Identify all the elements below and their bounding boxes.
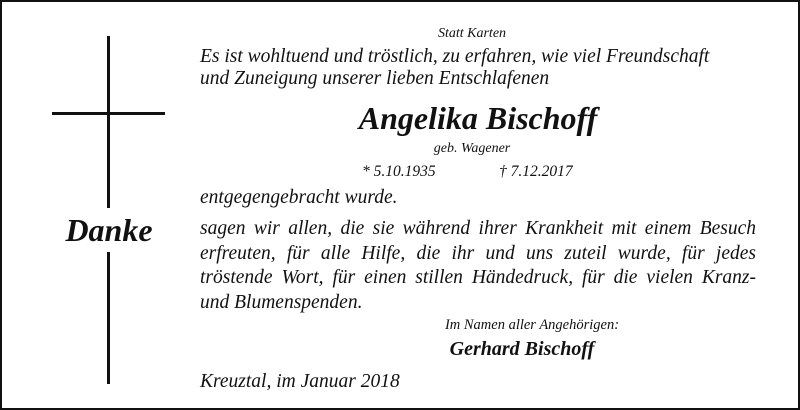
intro-line: und Zuneigung unserer lieben Entschlafenen	[200, 68, 550, 89]
thanks-heading: Danke	[46, 208, 172, 252]
birth-name: geb. Wagener	[433, 141, 511, 156]
deceased-name: Angelika Bischoff	[358, 100, 598, 136]
death-date: † 7.12.2017	[499, 163, 573, 180]
body-line: sagen wir allen, die sie während ihrer Krankheit mit einem Besuch	[200, 218, 756, 239]
thanks-body	[200, 217, 756, 315]
body-line: tröstende Wort, für einen stillen Händedruck, für die vielen Kranz-	[200, 267, 756, 288]
body-line: erfreuten, für alle Hilfe, die ihr und uns zuteil wurde, für jedes	[200, 242, 756, 264]
intro-text	[200, 46, 756, 90]
signer-name: Gerhard Bischoff	[449, 338, 595, 360]
intro-line: Es ist wohltuend und tröstlich, zu erfahren, wie viel Freundschaft	[200, 46, 710, 67]
notice-header: Statt Karten	[437, 26, 507, 41]
place-date: Kreuztal, im Januar 2018	[200, 371, 400, 392]
on-behalf-text: Im Namen aller Angehörigen:	[444, 317, 620, 333]
body-line: und Blumenspenden.	[200, 291, 363, 313]
intro-continuation: entgegengebracht wurde.	[200, 187, 398, 208]
cross-horizontal-bar	[52, 112, 165, 115]
birth-date: * 5.10.1935	[362, 163, 436, 180]
